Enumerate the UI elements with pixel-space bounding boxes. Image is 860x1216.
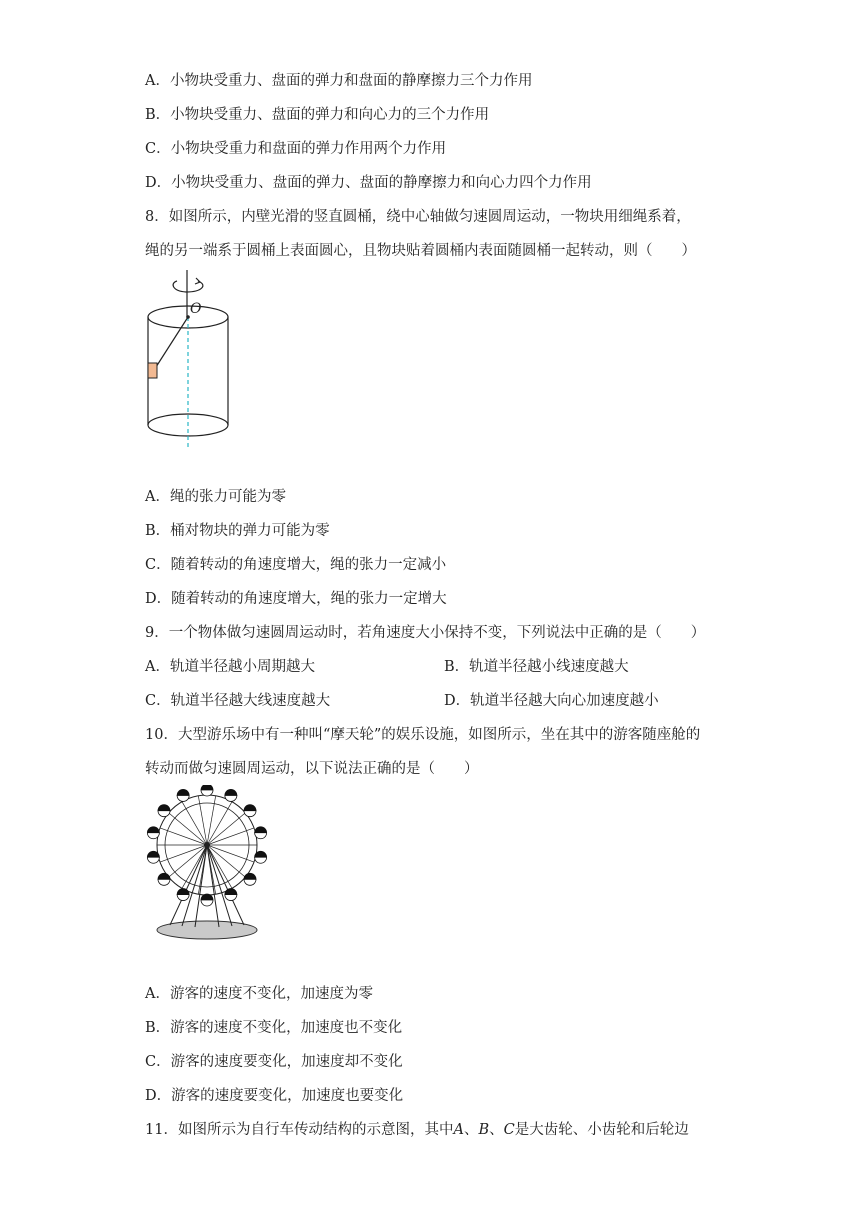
ferris-cabin-top [147, 827, 159, 833]
ferris-cabin-bottom [177, 795, 189, 801]
ferris-cabin-bottom [177, 895, 189, 901]
q8-option-a: A．绳的张力可能为零 [145, 489, 286, 505]
ferris-base [157, 921, 257, 939]
ferris-spoke [207, 813, 245, 845]
ferris-hub [204, 842, 210, 848]
ferris-spoke [207, 828, 254, 845]
ferris-cabin-bottom [244, 811, 256, 817]
q7-option-d: D．小物块受重力、盘面的弹力、盘面的静摩擦力和向心力四个力作用 [145, 175, 592, 191]
ferris-spoke [160, 828, 207, 845]
q8-option-b: B．桶对物块的弹力可能为零 [145, 523, 330, 539]
q10-option-c: C．游客的速度要变化，加速度却不变化 [145, 1054, 403, 1070]
q11-stem-suffix: 是大齿轮、小齿轮和后轮边 [514, 1122, 689, 1138]
q10-option-d: D．游客的速度要变化，加速度也要变化 [145, 1088, 404, 1104]
q9-stem: 9．一个物体做匀速圆周运动时，若角速度大小保持不变，下列说法中正确的是（ ） [145, 625, 706, 641]
ferris-cabin-bottom [255, 857, 267, 863]
q11-var-a: A [453, 1122, 464, 1138]
q11-stem [145, 1120, 689, 1140]
ferris-cabin-top [244, 873, 256, 879]
q7-option-b: B．小物块受重力、盘面的弹力和向心力的三个力作用 [145, 107, 490, 123]
q10-option-b: B．游客的速度不变化，加速度也不变化 [145, 1020, 403, 1036]
ferris-spoke [169, 813, 207, 845]
q11-sep1: 、 [463, 1122, 479, 1138]
q7-option-a: A．小物块受重力、盘面的弹力和盘面的静摩擦力三个力作用 [145, 73, 533, 89]
cylinder-figure [140, 265, 240, 450]
ferris-cabin-bottom [158, 879, 170, 885]
ferris-cabin-top [177, 789, 189, 795]
ferris-cabin-bottom [225, 895, 237, 901]
ferris-cabin-bottom [147, 857, 159, 863]
ferris-cabin-bottom [201, 900, 213, 906]
ferris-cabin-bottom [158, 811, 170, 817]
q8-stem-line2: 绳的另一端系于圆桶上表面圆心，且物块贴着圆桶内表面随圆桶一起转动，则（ ） [145, 243, 696, 259]
ferris-spoke [169, 845, 207, 877]
ferris-cabin-top [177, 889, 189, 895]
q11-sep2: 、 [489, 1122, 504, 1138]
q9-option-d: D．轨道半径越大向心加速度越小 [444, 693, 659, 709]
ferris-cabin-top [158, 873, 170, 879]
q7-option-c: C．小物块受重力和盘面的弹力作用两个力作用 [145, 141, 447, 157]
q8-option-c: C．随着转动的角速度增大，绳的张力一定减小 [145, 557, 447, 573]
q9-option-c: C．轨道半径越大线速度越大 [145, 693, 331, 709]
ferris-cabin-top [225, 789, 237, 795]
ferris-cabin-bottom [244, 879, 256, 885]
q9-option-b: B．轨道半径越小线速度越大 [444, 659, 629, 675]
q10-stem-line1: 10．大型游乐场中有一种叫“摩天轮”的娱乐设施，如图所示，坐在其中的游客随座舱的 [145, 727, 701, 743]
q8-stem-line1: 8．如图所示，内壁光滑的竖直圆桶，绕中心轴做匀速圆周运动，一物块用细绳系着， [145, 209, 691, 225]
ferris-spoke [207, 845, 245, 877]
ferris-cabin-top [244, 805, 256, 811]
cylinder-center-label: O [190, 301, 202, 317]
ferris-cabin-top [255, 827, 267, 833]
ferris-cabin-top [225, 889, 237, 895]
q10-option-a: A．游客的速度不变化，加速度为零 [145, 986, 373, 1002]
q8-option-d: D．随着转动的角速度增大，绳的张力一定增大 [145, 591, 447, 607]
q9-option-a: A．轨道半径越小周期越大 [145, 659, 315, 675]
q11-var-b: B [478, 1122, 490, 1138]
ferris-cabin-top [201, 785, 213, 790]
ferris-wheel-figure [140, 785, 280, 945]
q11-var-c: C [503, 1122, 515, 1138]
q11-stem-prefix: 11．如图所示为自行车传动结构的示意图，其中 [145, 1122, 454, 1138]
ferris-cabin-bottom [225, 795, 237, 801]
q10-stem-line2: 转动而做匀速圆周运动，以下说法正确的是（ ） [145, 761, 479, 777]
ferris-cabin-top [158, 805, 170, 811]
